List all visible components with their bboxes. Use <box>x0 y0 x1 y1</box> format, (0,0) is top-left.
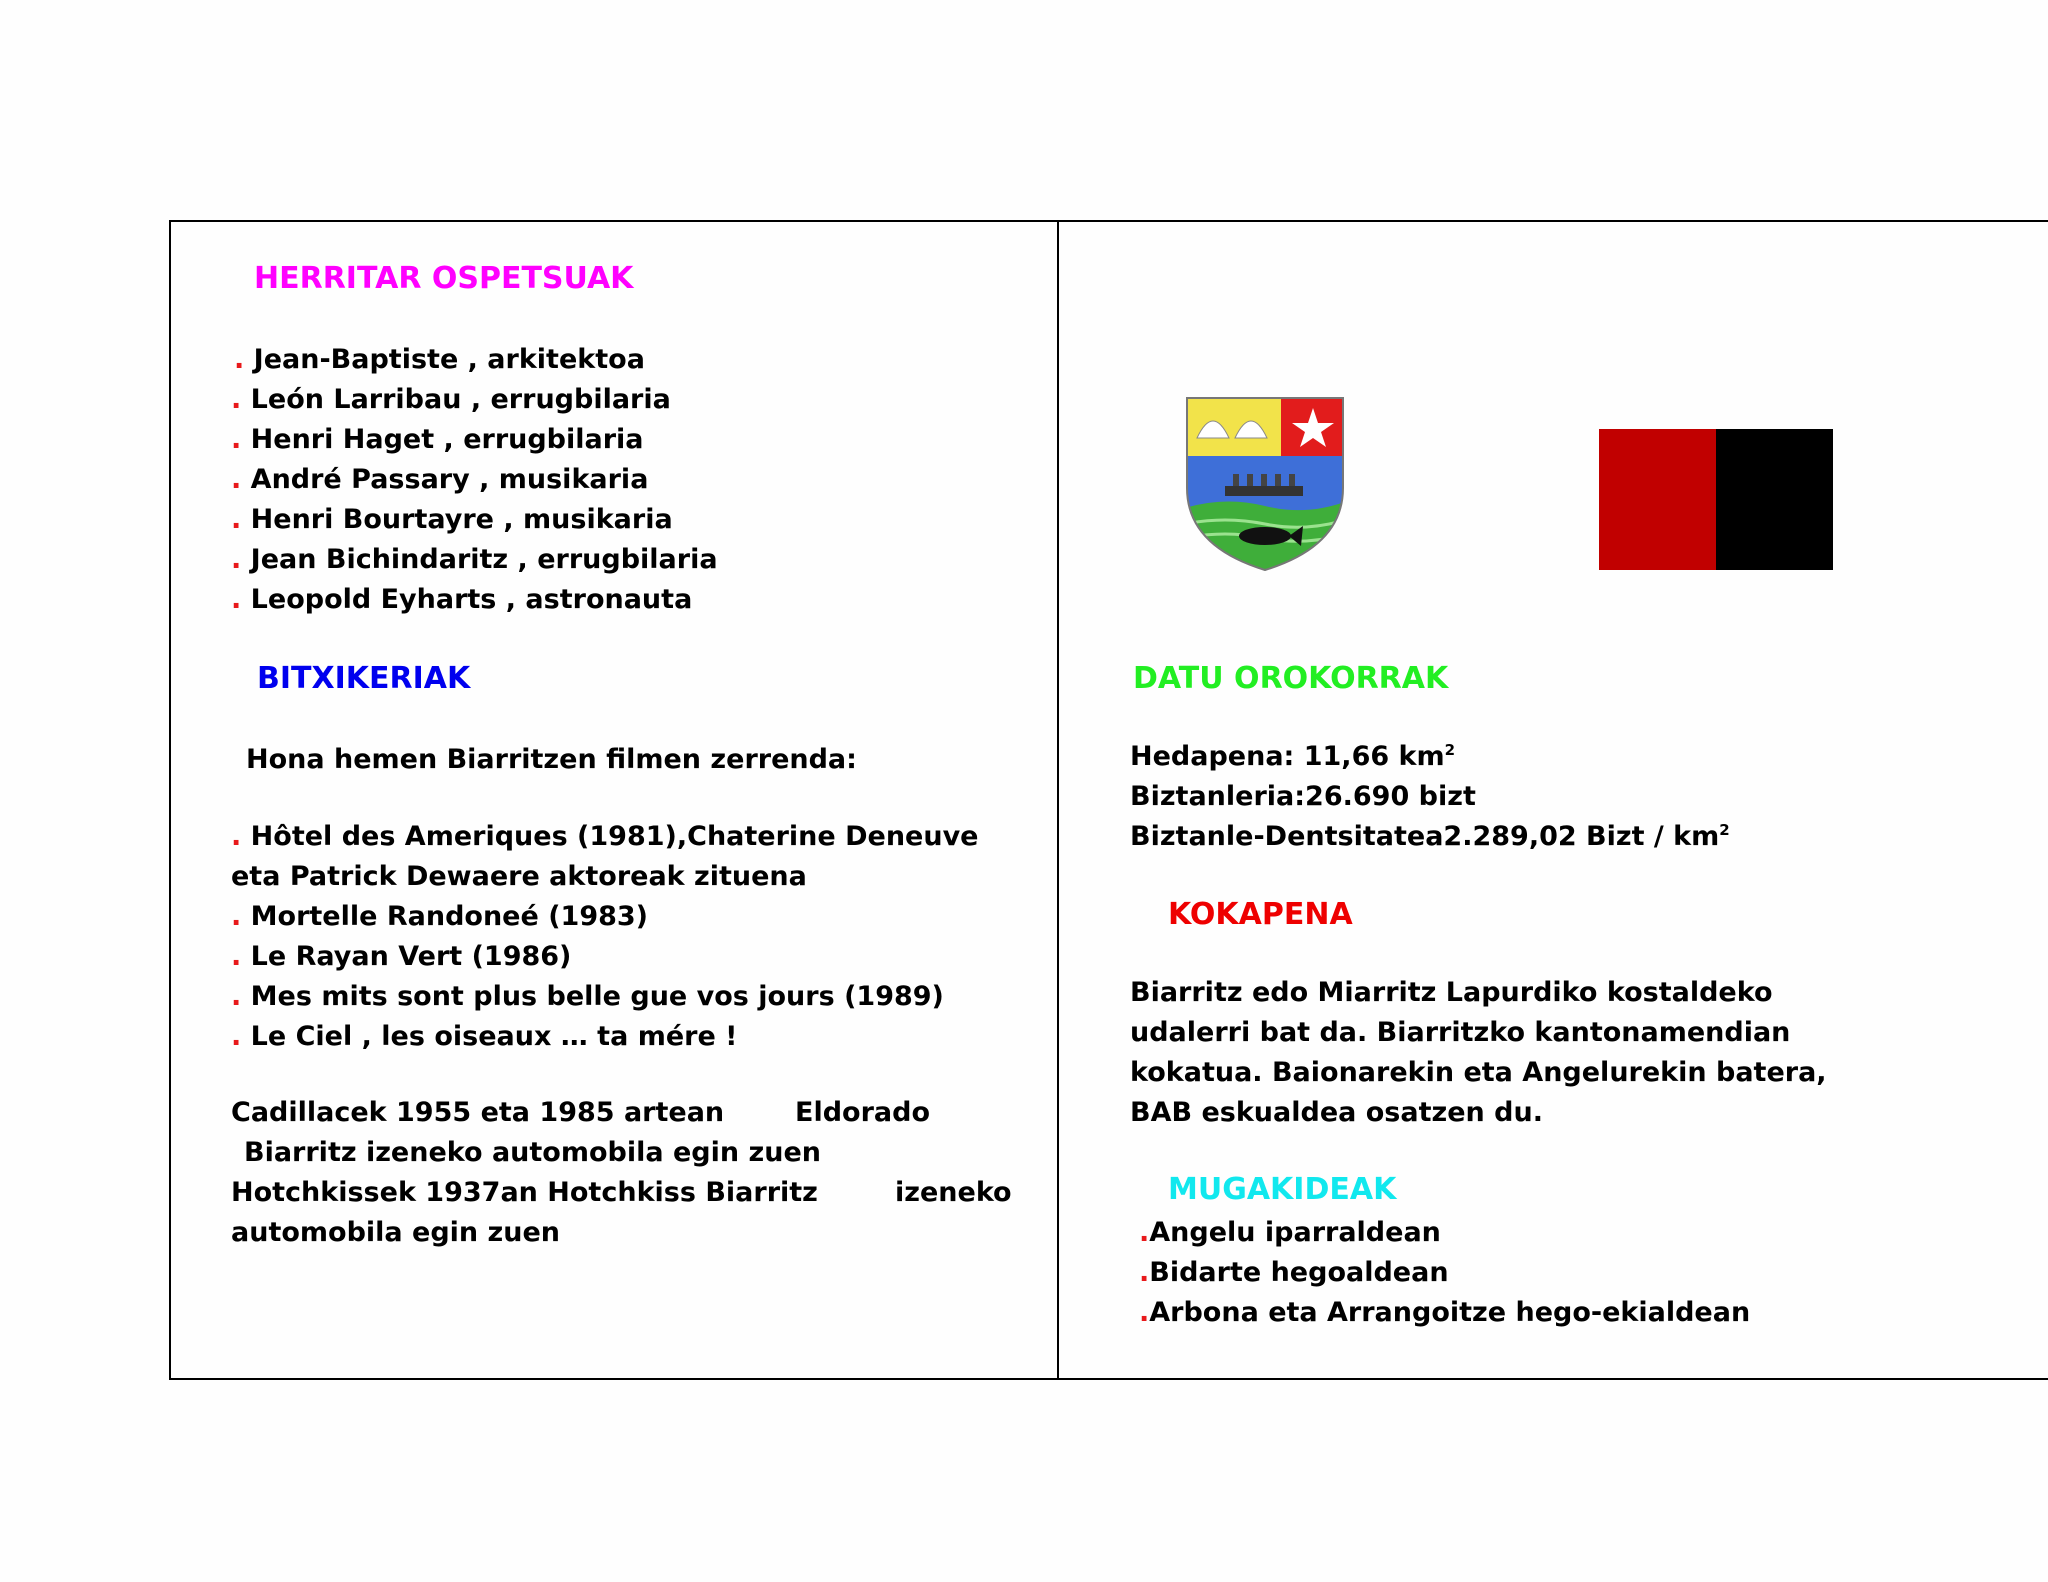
list-item: . André Passary , musikaria <box>231 464 649 495</box>
film-item: . Hôtel des Ameriques (1981),Chaterine Deneuve <box>231 821 979 852</box>
flag-red-stripe <box>1599 429 1716 570</box>
list-item: . Leopold Eyharts , astronauta <box>231 584 693 615</box>
list-item: . Jean-Baptiste , arkitektoa <box>234 344 645 375</box>
bullet: . <box>231 941 242 972</box>
bullet: . <box>231 981 242 1012</box>
cars-text-line: izeneko <box>895 1177 1012 1208</box>
flag-image <box>1599 429 1833 570</box>
bullet: . <box>231 424 242 455</box>
bullet: . <box>234 344 245 375</box>
cars-text-line: automobila egin zuen <box>231 1217 561 1248</box>
coat-of-arms-image <box>1185 396 1345 572</box>
film-item: . Mortelle Randoneé (1983) <box>231 901 649 932</box>
stat-hedapena: Hedapena: 11,66 $km^2$ <box>1130 741 1456 772</box>
bullet: . <box>1139 1257 1150 1288</box>
bullet: . <box>231 504 242 535</box>
heading-kokapena: KOKAPENA <box>1168 897 1353 932</box>
bullet: . <box>231 1021 242 1052</box>
cars-text-line: Eldorado <box>795 1097 930 1128</box>
kokapena-line: kokatua. Baionarekin eta Angelurekin batera, <box>1130 1057 1827 1088</box>
neighbor-item: .Angelu iparraldean <box>1139 1217 1441 1248</box>
bullet: . <box>231 544 242 575</box>
kokapena-line: Biarritz edo Miarritz Lapurdiko kostaldeko <box>1130 977 1773 1008</box>
heading-datu-orokorrak: DATU OROKORRAK <box>1133 661 1449 696</box>
list-item: . León Larribau , errugbilaria <box>231 384 671 415</box>
heading-mugakideak: MUGAKIDEAK <box>1168 1172 1397 1207</box>
film-item: . Mes mits sont plus belle gue vos jours (1989) <box>231 981 944 1012</box>
heading-herritar-ospetsuak: HERRITAR OSPETSUAK <box>254 261 634 296</box>
bullet: . <box>231 384 242 415</box>
stat-dentsitatea: Biztanle-Dentsitatea2.289,02 Bizt / $km^2$ <box>1130 821 1730 852</box>
film-item: . Le Rayan Vert (1986) <box>231 941 572 972</box>
bullet: . <box>231 464 242 495</box>
bullet: . <box>231 901 242 932</box>
film-item: . Le Ciel , les oiseaux … ta mére ! <box>231 1021 738 1052</box>
cars-text-line: Cadillacek 1955 eta 1985 artean <box>231 1097 725 1128</box>
list-item: . Henri Haget , errugbilaria <box>231 424 644 455</box>
list-item: . Jean Bichindaritz , errugbilaria <box>231 544 718 575</box>
neighbor-item: .Bidarte hegoaldean <box>1139 1257 1449 1288</box>
kokapena-line: BAB eskualdea osatzen du. <box>1130 1097 1543 1128</box>
bullet: . <box>231 584 242 615</box>
flag-black-stripe <box>1716 429 1833 570</box>
stat-biztanleria: Biztanleria:26.690 bizt <box>1130 781 1476 812</box>
bullet: . <box>231 821 242 852</box>
kokapena-line: udalerri bat da. Biarritzko kantonamendian <box>1130 1017 1791 1048</box>
bullet: . <box>1139 1297 1150 1328</box>
column-divider <box>1057 220 1059 1380</box>
heading-bitxikeriak: BITXIKERIAK <box>257 661 471 696</box>
list-item: . Henri Bourtayre , musikaria <box>231 504 673 535</box>
film-item-continuation: eta Patrick Dewaere aktoreak zituena <box>231 861 807 892</box>
bullet: . <box>1139 1217 1150 1248</box>
neighbor-item: .Arbona eta Arrangoitze hego-ekialdean <box>1139 1297 1751 1328</box>
films-intro: Hona hemen Biarritzen filmen zerrenda: <box>246 744 857 775</box>
cars-text-line: Hotchkissek 1937an Hotchkiss Biarritz <box>231 1177 818 1208</box>
cars-text-line: Biarritz izeneko automobila egin zuen <box>244 1137 821 1168</box>
